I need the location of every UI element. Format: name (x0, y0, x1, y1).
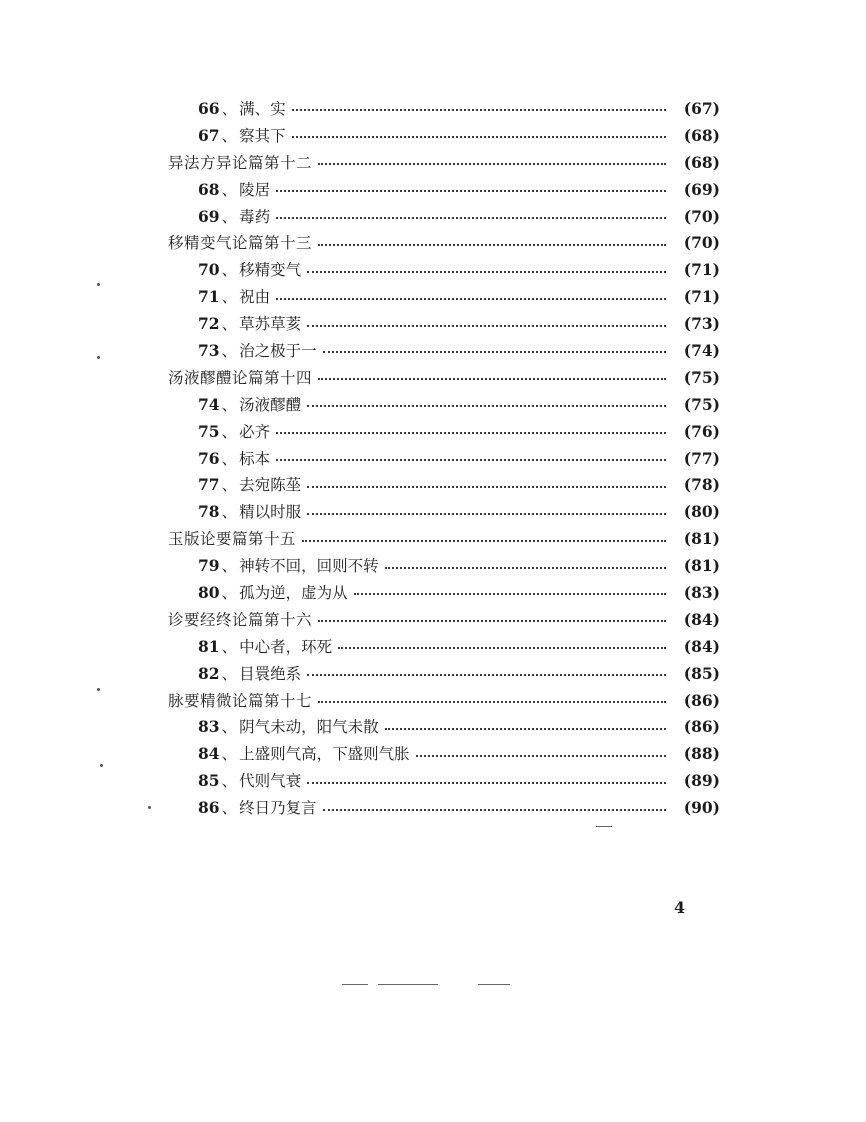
entry-title: 目睘绝系 (239, 664, 302, 683)
entry-title: 陵居 (239, 180, 271, 199)
page-reference: (78) (683, 475, 720, 495)
entry-title: 代则气衰 (239, 772, 302, 791)
entry-number: 75 (198, 421, 220, 441)
toc-entry-row (168, 553, 720, 580)
entry-title: 上盛则气高，下盛则气胀 (239, 745, 410, 764)
toc-chapter-row (168, 150, 720, 177)
entry-title: 毒药 (239, 207, 271, 226)
dot-leader (318, 242, 666, 246)
entry-separator: 、 (221, 584, 238, 603)
toc-entry-row (168, 661, 720, 688)
chapter-title: 脉要精微论篇第十七 (168, 691, 313, 710)
toc-entry-row (168, 177, 720, 204)
entry-number: 73 (198, 341, 220, 361)
entry-number: 85 (198, 771, 220, 791)
entry-number: 77 (198, 475, 220, 495)
toc-entry-row (168, 446, 720, 473)
page-reference: (84) (683, 609, 720, 629)
toc-entry-row (168, 338, 720, 365)
entry-title: 终日乃复言 (239, 799, 317, 818)
toc-entry-row (168, 123, 720, 150)
chapter-title: 异法方异论篇第十二 (168, 153, 313, 172)
toc-entry-row (168, 392, 720, 419)
dot-leader (318, 161, 666, 165)
toc-chapter-row (168, 607, 720, 634)
entry-separator: 、 (221, 100, 238, 118)
entry-separator: 、 (221, 288, 238, 307)
dot-leader (318, 699, 666, 703)
dot-leader (292, 107, 666, 111)
entry-number: 74 (198, 394, 220, 414)
entry-title: 察其下 (239, 126, 286, 145)
dot-leader (318, 618, 666, 622)
entry-number: 72 (198, 314, 220, 334)
dot-leader (292, 134, 666, 138)
page-number: 4 (674, 898, 686, 917)
entry-number: 70 (198, 260, 220, 280)
entry-number: 81 (198, 636, 220, 656)
entry-separator: 、 (221, 799, 238, 818)
dot-leader (307, 672, 666, 676)
page-reference: (88) (683, 744, 720, 764)
page-reference: (84) (683, 636, 720, 656)
page-reference: (86) (683, 717, 720, 737)
entry-number: 68 (198, 179, 220, 199)
entry-number: 82 (198, 663, 220, 683)
entry-separator: 、 (221, 557, 238, 576)
entry-separator: 、 (221, 718, 238, 737)
entry-title: 满、实 (239, 100, 286, 118)
entry-title: 必齐 (239, 422, 271, 441)
toc-entry-row (168, 284, 720, 311)
entry-title: 草苏草荄 (239, 315, 302, 334)
page-reference: (90) (683, 798, 720, 818)
entry-separator: 、 (221, 745, 238, 764)
dot-leader (307, 511, 666, 515)
page-reference: (83) (683, 583, 720, 603)
chapter-title: 汤液醪醴论篇第十四 (168, 368, 313, 387)
page-reference: (67) (683, 99, 720, 118)
dot-leader (323, 807, 666, 811)
scan-line (596, 826, 612, 827)
scan-speck (148, 806, 151, 809)
entry-separator: 、 (221, 180, 238, 199)
toc-chapter-row (168, 526, 720, 553)
toc-entry-row (168, 204, 720, 231)
toc-entry-row (168, 741, 720, 768)
entry-number: 86 (198, 798, 220, 818)
entry-title: 神转不回，回则不转 (239, 557, 379, 576)
page-reference: (68) (683, 125, 720, 145)
dot-leader (276, 457, 666, 461)
page-reference: (89) (683, 771, 720, 791)
dot-leader (307, 323, 666, 327)
scan-line (478, 984, 510, 985)
entry-separator: 、 (221, 476, 238, 495)
page-reference: (68) (683, 152, 720, 172)
entry-number: 69 (198, 206, 220, 226)
toc-entry-row (168, 311, 720, 338)
page-reference: (86) (683, 690, 720, 710)
entry-title: 精以时服 (239, 503, 302, 522)
dot-leader (385, 726, 666, 730)
toc-entry-row (168, 795, 720, 822)
entry-title: 祝由 (239, 288, 271, 307)
entry-separator: 、 (221, 126, 238, 145)
dot-leader (307, 403, 666, 407)
page-reference: (80) (683, 502, 720, 522)
entry-separator: 、 (221, 637, 238, 656)
entry-title: 阴气未动，阳气未散 (239, 718, 379, 737)
dot-leader (307, 269, 666, 273)
entry-separator: 、 (221, 664, 238, 683)
scan-speck (97, 283, 100, 286)
entry-separator: 、 (221, 449, 238, 468)
entry-title: 孤为逆，虚为从 (239, 584, 348, 603)
dot-leader (354, 591, 666, 595)
dot-leader (318, 376, 666, 380)
toc-chapter-row (168, 365, 720, 392)
page-reference: (76) (683, 421, 720, 441)
dot-leader (307, 780, 666, 784)
dot-leader (276, 296, 666, 300)
scan-speck (100, 764, 103, 767)
page-reference: (70) (683, 206, 720, 226)
entry-separator: 、 (221, 503, 238, 522)
page-reference: (71) (683, 287, 720, 307)
toc-entry-row (168, 634, 720, 661)
page-reference: (77) (683, 448, 720, 468)
toc-chapter-row (168, 688, 720, 715)
entry-title: 治之极于一 (239, 342, 317, 361)
toc-entry-row (168, 768, 720, 795)
entry-separator: 、 (221, 772, 238, 791)
page-reference: (81) (683, 529, 720, 549)
dot-leader (276, 215, 666, 219)
scan-speck (97, 688, 100, 691)
chapter-title: 移精变气论篇第十三 (168, 234, 313, 253)
entry-title: 移精变气 (239, 261, 302, 280)
toc-entry-row (168, 96, 720, 123)
page-reference: (75) (683, 394, 720, 414)
table-of-contents (168, 96, 720, 822)
dot-leader (276, 188, 666, 192)
page-reference: (81) (683, 556, 720, 576)
toc-entry-row (168, 499, 720, 526)
dot-leader (307, 484, 666, 488)
entry-separator: 、 (221, 207, 238, 226)
entry-number: 71 (198, 287, 220, 307)
entry-number: 80 (198, 583, 220, 603)
dot-leader (323, 349, 666, 353)
entry-number: 79 (198, 556, 220, 576)
entry-number: 84 (198, 744, 220, 764)
dot-leader (416, 753, 666, 757)
scan-line (378, 984, 438, 985)
dot-leader (385, 565, 666, 569)
entry-number: 78 (198, 502, 220, 522)
page-reference: (69) (683, 179, 720, 199)
page-reference: (70) (683, 233, 720, 253)
toc-entry-row (168, 714, 720, 741)
entry-separator: 、 (221, 342, 238, 361)
scan-speck (97, 356, 100, 359)
dot-leader (276, 430, 666, 434)
entry-number: 66 (198, 99, 220, 118)
entry-title: 去宛陈莝 (239, 476, 302, 495)
chapter-title: 诊要经终论篇第十六 (168, 610, 313, 629)
page-reference: (74) (683, 341, 720, 361)
entry-number: 83 (198, 717, 220, 737)
entry-separator: 、 (221, 395, 238, 414)
entry-number: 76 (198, 448, 220, 468)
dot-leader (302, 538, 666, 542)
toc-chapter-row (168, 230, 720, 257)
toc-entry-row (168, 580, 720, 607)
toc-entry-row (168, 257, 720, 284)
page-reference: (71) (683, 260, 720, 280)
entry-title: 汤液醪醴 (239, 395, 302, 414)
chapter-title: 玉版论要篇第十五 (168, 530, 297, 549)
page-reference: (73) (683, 314, 720, 334)
toc-entry-row (168, 472, 720, 499)
page-reference: (75) (683, 367, 720, 387)
toc-entry-row (168, 419, 720, 446)
entry-separator: 、 (221, 315, 238, 334)
entry-title: 标本 (239, 449, 271, 468)
entry-separator: 、 (221, 422, 238, 441)
page-reference: (85) (683, 663, 720, 683)
entry-title: 中心者，环死 (239, 637, 333, 656)
scan-line (342, 984, 368, 985)
entry-number: 67 (198, 125, 220, 145)
dot-leader (338, 645, 666, 649)
entry-separator: 、 (221, 261, 238, 280)
